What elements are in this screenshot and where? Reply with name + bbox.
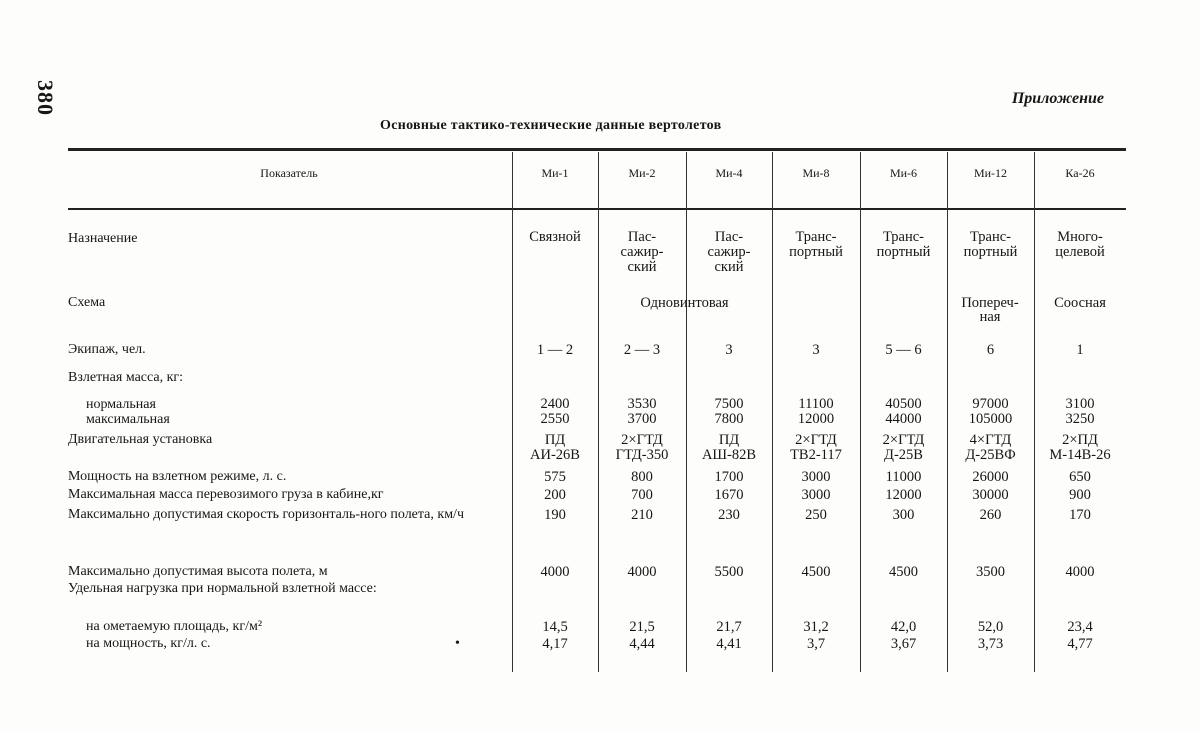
- cell-purpose-6: Много- целевой: [1055, 229, 1105, 260]
- cell-crew-2: 3: [725, 342, 733, 358]
- stray-dot: •: [455, 636, 460, 651]
- cell-engine-1: 2×ГТД ГТД-350: [615, 432, 669, 463]
- cell-max-2: 7800: [714, 411, 744, 427]
- cell-purpose-1: Пас- сажир- ский: [620, 229, 664, 275]
- cell-speed-6: 170: [1069, 507, 1091, 523]
- cell-max-4: 44000: [885, 411, 922, 427]
- cell-disk-0: 14,5: [542, 619, 568, 635]
- label-altitude: Максимально допустимая высота полета, м: [68, 564, 328, 579]
- header-ми-6: Ми-6: [889, 166, 918, 180]
- header-ка-26: Ка-26: [1065, 166, 1095, 180]
- cell-power_load-3: 3,7: [806, 636, 826, 652]
- cell-cargo-1: 700: [631, 487, 653, 503]
- label-max-mass: максимальная: [86, 412, 170, 427]
- cell-normal-6: 3100: [1065, 396, 1095, 412]
- cell-altitude-3: 4500: [801, 564, 831, 580]
- cell-max-3: 12000: [797, 411, 835, 427]
- header-ми-2: Ми-2: [628, 166, 656, 180]
- cell-power-3: 3000: [801, 469, 831, 485]
- cell-disk-2: 21,7: [716, 619, 742, 635]
- scheme-mi12: Попереч- ная: [961, 295, 1019, 325]
- cell-crew-4: 5 — 6: [885, 342, 922, 358]
- label-crew: Экипаж, чел.: [68, 342, 146, 357]
- cell-normal-1: 3530: [627, 396, 657, 412]
- label-power-load: на мощность, кг/л. с.: [86, 636, 211, 651]
- label-disk-load: на ометаемую площадь, кг/м²: [86, 619, 263, 634]
- cell-crew-3: 3: [812, 342, 820, 358]
- cell-engine-5: 4×ГТД Д-25ВФ: [965, 432, 1016, 463]
- cell-disk-3: 31,2: [803, 619, 829, 635]
- cell-power_load-2: 4,41: [716, 636, 742, 652]
- cell-disk-6: 23,4: [1067, 619, 1093, 635]
- cell-cargo-4: 12000: [885, 487, 922, 503]
- cell-engine-6: 2×ПД М-14В-26: [1049, 432, 1111, 463]
- header-indicator: Показатель: [260, 166, 318, 180]
- label-cargo: Максимальная масса перевозимого груза в кабине,кг: [68, 487, 384, 502]
- cell-cargo-2: 1670: [714, 487, 744, 503]
- cell-cargo-5: 30000: [972, 487, 1009, 503]
- label-engine: Двигательная установка: [68, 432, 213, 447]
- label-power: Мощность на взлетном режиме, л. с.: [68, 469, 287, 484]
- cell-crew-1: 2 — 3: [623, 342, 661, 358]
- cell-altitude-2: 5500: [714, 564, 744, 580]
- cell-power_load-5: 3,73: [977, 636, 1004, 652]
- cell-max-0: 2550: [540, 411, 570, 427]
- table-title: Основные тактико-технические данные вертолетов: [380, 118, 722, 133]
- label-takeoff-mass: Взлетная масса, кг:: [68, 370, 184, 385]
- cell-power-1: 800: [631, 469, 653, 485]
- header-ми-12: Ми-12: [973, 166, 1008, 180]
- cell-altitude-5: 3500: [976, 564, 1005, 580]
- cell-cargo-3: 3000: [801, 487, 831, 503]
- cell-normal-3: 11100: [798, 396, 834, 412]
- cell-speed-0: 190: [544, 507, 566, 523]
- cell-cargo-0: 200: [544, 487, 566, 503]
- cell-power-5: 26000: [972, 469, 1009, 485]
- cell-crew-5: 6: [986, 342, 995, 358]
- cell-disk-4: 42,0: [890, 619, 917, 635]
- cell-cargo-6: 900: [1069, 487, 1091, 503]
- cell-power-0: 575: [544, 469, 566, 485]
- scheme-ka26: Соосная: [1054, 295, 1106, 311]
- cell-power_load-4: 3,67: [890, 636, 917, 652]
- header-bottom-rule: [68, 208, 1126, 210]
- cell-normal-0: 2400: [540, 396, 570, 412]
- cell-engine-3: 2×ГТД ТВ2-117: [790, 432, 842, 463]
- header-ми-1: Ми-1: [541, 166, 569, 180]
- label-purpose: Назначение: [68, 231, 138, 246]
- label-specific-load: Удельная нагрузка при нормальной взлетной массе:: [68, 581, 377, 596]
- cell-power-2: 1700: [714, 469, 744, 485]
- cell-speed-4: 300: [892, 507, 915, 523]
- header-ми-4: Ми-4: [715, 166, 743, 180]
- cell-purpose-2: Пас- сажир- ский: [707, 229, 751, 275]
- cell-power-4: 11000: [885, 469, 922, 485]
- cell-purpose-5: Транс- портный: [963, 229, 1018, 260]
- table-top-rule: [68, 148, 1126, 151]
- cell-power-6: 650: [1069, 469, 1091, 485]
- cell-disk-1: 21,5: [629, 619, 655, 635]
- header-ми-8: Ми-8: [802, 166, 830, 180]
- cell-purpose-3: Транс- портный: [789, 229, 843, 260]
- cell-speed-2: 230: [718, 507, 740, 523]
- cell-purpose-0: Связной: [529, 229, 581, 245]
- cell-crew-0: 1 — 2: [536, 342, 574, 358]
- cell-normal-5: 97000: [972, 396, 1009, 412]
- cell-altitude-4: 4500: [889, 564, 918, 580]
- cell-speed-5: 260: [979, 507, 1002, 523]
- cell-engine-0: ПД АИ-26В: [530, 432, 580, 463]
- cell-purpose-4: Транс- портный: [876, 229, 931, 260]
- cell-engine-2: ПД АШ-82В: [701, 432, 757, 463]
- cell-power_load-1: 4,44: [629, 636, 655, 652]
- label-speed: Максимально допустимая скорость горизонталь-ного полета, км/ч: [68, 507, 464, 522]
- cell-disk-5: 52,0: [977, 619, 1004, 635]
- label-normal-mass: нормальная: [86, 397, 156, 412]
- cell-max-5: 105000: [968, 411, 1013, 427]
- cell-altitude-1: 4000: [627, 564, 657, 580]
- cell-power_load-0: 4,17: [542, 636, 568, 652]
- cell-altitude-6: 4000: [1065, 564, 1095, 580]
- cell-power_load-6: 4,77: [1067, 636, 1093, 652]
- cell-max-1: 3700: [627, 411, 657, 427]
- cell-speed-3: 250: [805, 507, 827, 523]
- cell-max-6: 3250: [1065, 411, 1095, 427]
- cell-speed-1: 210: [631, 507, 653, 523]
- page-number: 380: [33, 80, 58, 116]
- cell-engine-4: 2×ГТД Д-25В: [882, 432, 925, 463]
- scheme-single-rotor: Одновинтовая: [640, 295, 729, 311]
- cell-normal-2: 7500: [714, 396, 744, 412]
- cell-normal-4: 40500: [885, 396, 922, 412]
- label-scheme: Схема: [68, 295, 106, 310]
- appendix-heading: Приложение: [1011, 90, 1104, 107]
- cell-crew-6: 1: [1076, 342, 1084, 358]
- cell-altitude-0: 4000: [540, 564, 570, 580]
